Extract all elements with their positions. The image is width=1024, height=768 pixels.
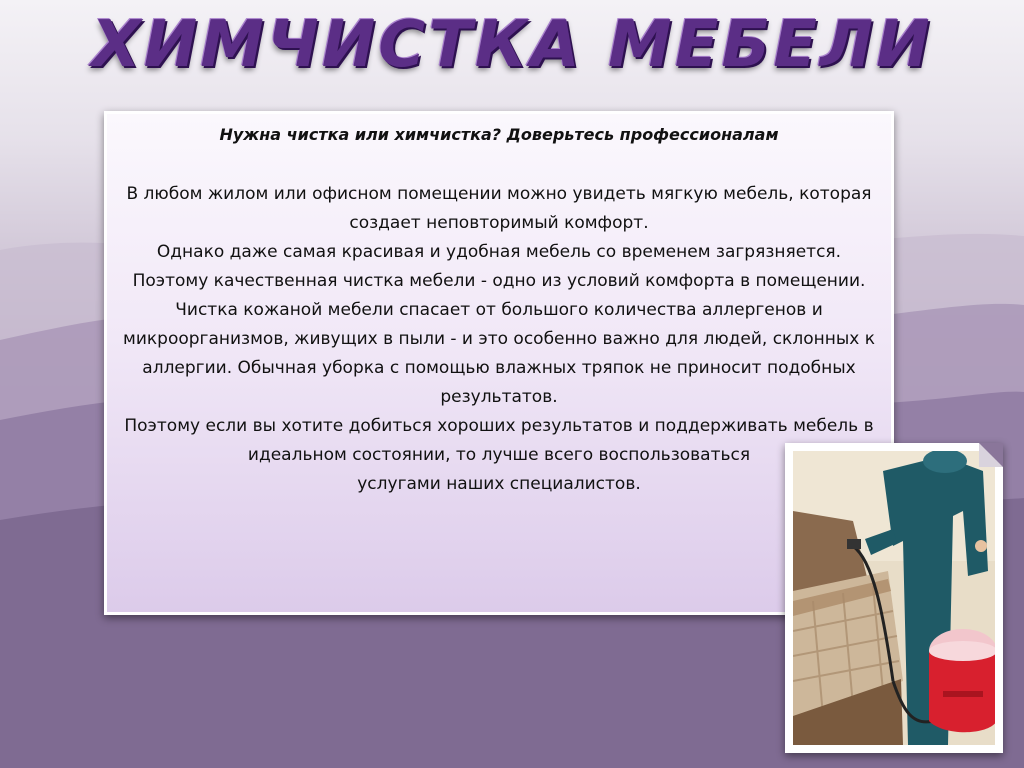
subheading: Нужна чистка или химчистка? Доверьтесь профессионалам <box>219 125 779 144</box>
page-curl-shadow <box>979 443 1003 467</box>
cleaning-photo <box>793 451 995 745</box>
paragraph-5: услугами наших специалистов. <box>357 474 641 494</box>
text-panel <box>104 111 894 615</box>
slide-title: ХИМЧИСТКА МЕБЕЛИ <box>91 8 933 82</box>
paragraph-3: Чистка кожаной мебели спасает от большого количества аллергенов и микроорганизмов, живущих в пыли - и это особенно важно для людей, склонных к аллергии. Обычная уборка с помощью влажных тряпок не приносит подобных результатов. <box>123 300 875 407</box>
paragraph-1: В любом жилом или офисном помещении можно увидеть мягкую мебель, которая создает неповторимый комфорт. <box>126 184 872 233</box>
paragraph-4: Поэтому если вы хотите добиться хороших результатов и поддерживать мебель в идеальном состоянии, то лучше всего воспользоваться <box>124 416 874 465</box>
paragraph-2: Однако даже самая красивая и удобная мебель со временем загрязняется. Поэтому качественная чистка мебели - одно из условий комфорта в помещении. <box>132 242 866 291</box>
cleaning-photo-frame <box>785 443 1003 753</box>
